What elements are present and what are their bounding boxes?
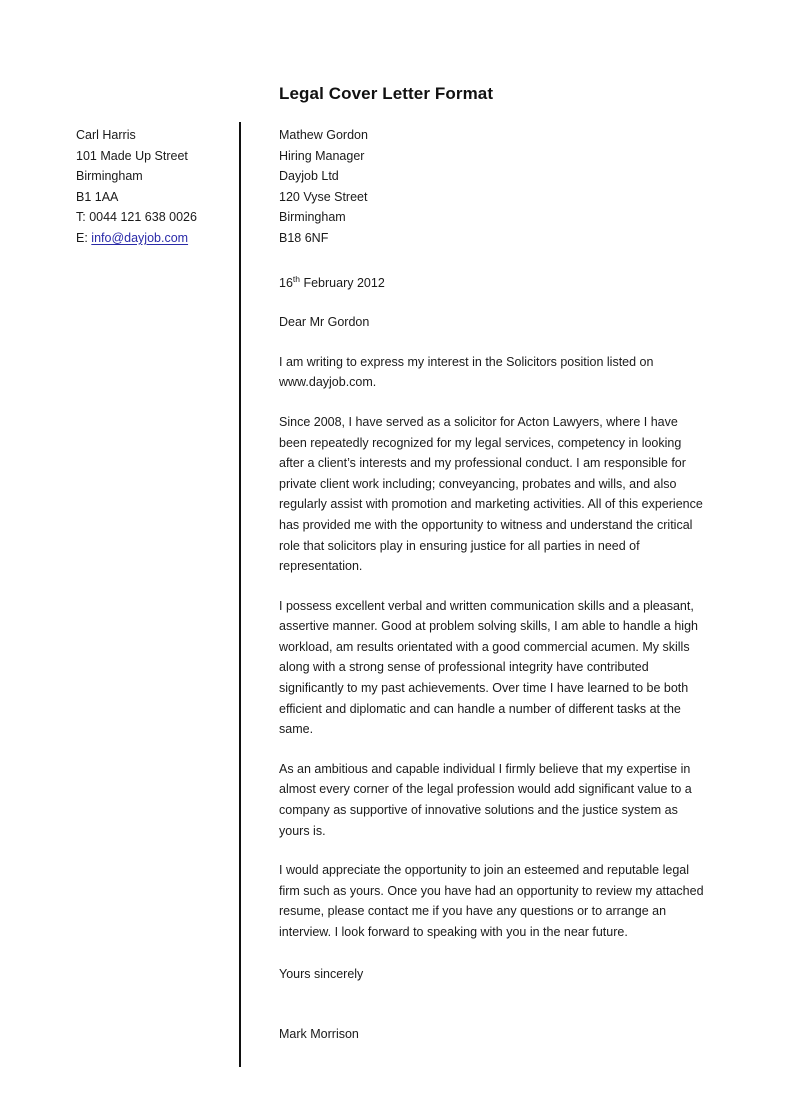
letter-salutation: Dear Mr Gordon (279, 315, 370, 330)
letter-signature-name: Mark Morrison (279, 1027, 359, 1042)
sender-address-block (76, 125, 236, 249)
page-title: Legal Cover Letter Format (279, 84, 494, 103)
date-day: 16 (279, 275, 293, 290)
letter-paragraph: I would appreciate the opportunity to join an esteemed and reputable legal firm such as yours. Once you have had an opportunity to review my attached resume, please contact me if you have any questions or to arrange an interview. I look forward to speaking with you in the near future. (279, 863, 704, 939)
sender-name: Carl Harris (76, 128, 136, 142)
sender-street: 101 Made Up Street (76, 148, 188, 163)
sender-postcode: B1 1AA (76, 189, 119, 204)
recipient-postcode: B18 6NF (279, 230, 329, 245)
letter-body (279, 125, 707, 1045)
recipient-city: Birmingham (279, 210, 346, 225)
letter-paragraph: I am writing to express my interest in the Solicitors position listed on www.dayjob.com. (279, 354, 654, 390)
letter-paragraph: As an ambitious and capable individual I firmly believe that my expertise in almost every corner of the legal profession would add significant value to a company as supportive of innovative solutions and the justice system as yours is. (279, 761, 692, 838)
sender-phone: T: 0044 121 638 0026 (76, 210, 197, 225)
date-ordinal-suffix: th (292, 273, 300, 284)
recipient-name: Mathew Gordon (279, 128, 368, 142)
sender-city: Birmingham (76, 169, 143, 184)
recipient-address-block (279, 125, 707, 249)
date-month-year: February 2012 (300, 275, 385, 290)
recipient-company: Dayjob Ltd (279, 169, 339, 184)
vertical-divider (239, 122, 241, 1067)
sender-email-line (76, 228, 236, 249)
letter-paragraph: Since 2008, I have served as a solicitor for Acton Lawyers, where I have been repeatedly recognized for my legal services, competency in looking after a client’s interests and my professional conduct. I am responsible for private client work including; conveyancing, probates and wills, and also regularly assist with promotion and marketing activities. All of this experience has provided me with the opportunity to witness and understand the critical role that solicitors play in ensuring justice for all parties in need of representation. (279, 414, 703, 574)
recipient-job-title: Hiring Manager (279, 148, 365, 163)
letter-paragraph: I possess excellent verbal and written communication skills and a pleasant, assertive manner. Good at problem solving skills, I am able to handle a high workload, am results orientated with a good commercial acumen. My skills along with a strong sense of professional integrity have contributed significantly to my past achievements. Over time I have learned to be both efficient and diplomatic and can handle a number of different tasks at the same. (279, 598, 698, 737)
letter-signoff: Yours sincerely (279, 966, 364, 981)
sender-email-link[interactable]: info@dayjob.com (91, 230, 189, 245)
recipient-street: 120 Vyse Street (279, 189, 368, 204)
sender-email-prefix: E: (76, 230, 92, 245)
letter-date (279, 273, 707, 294)
